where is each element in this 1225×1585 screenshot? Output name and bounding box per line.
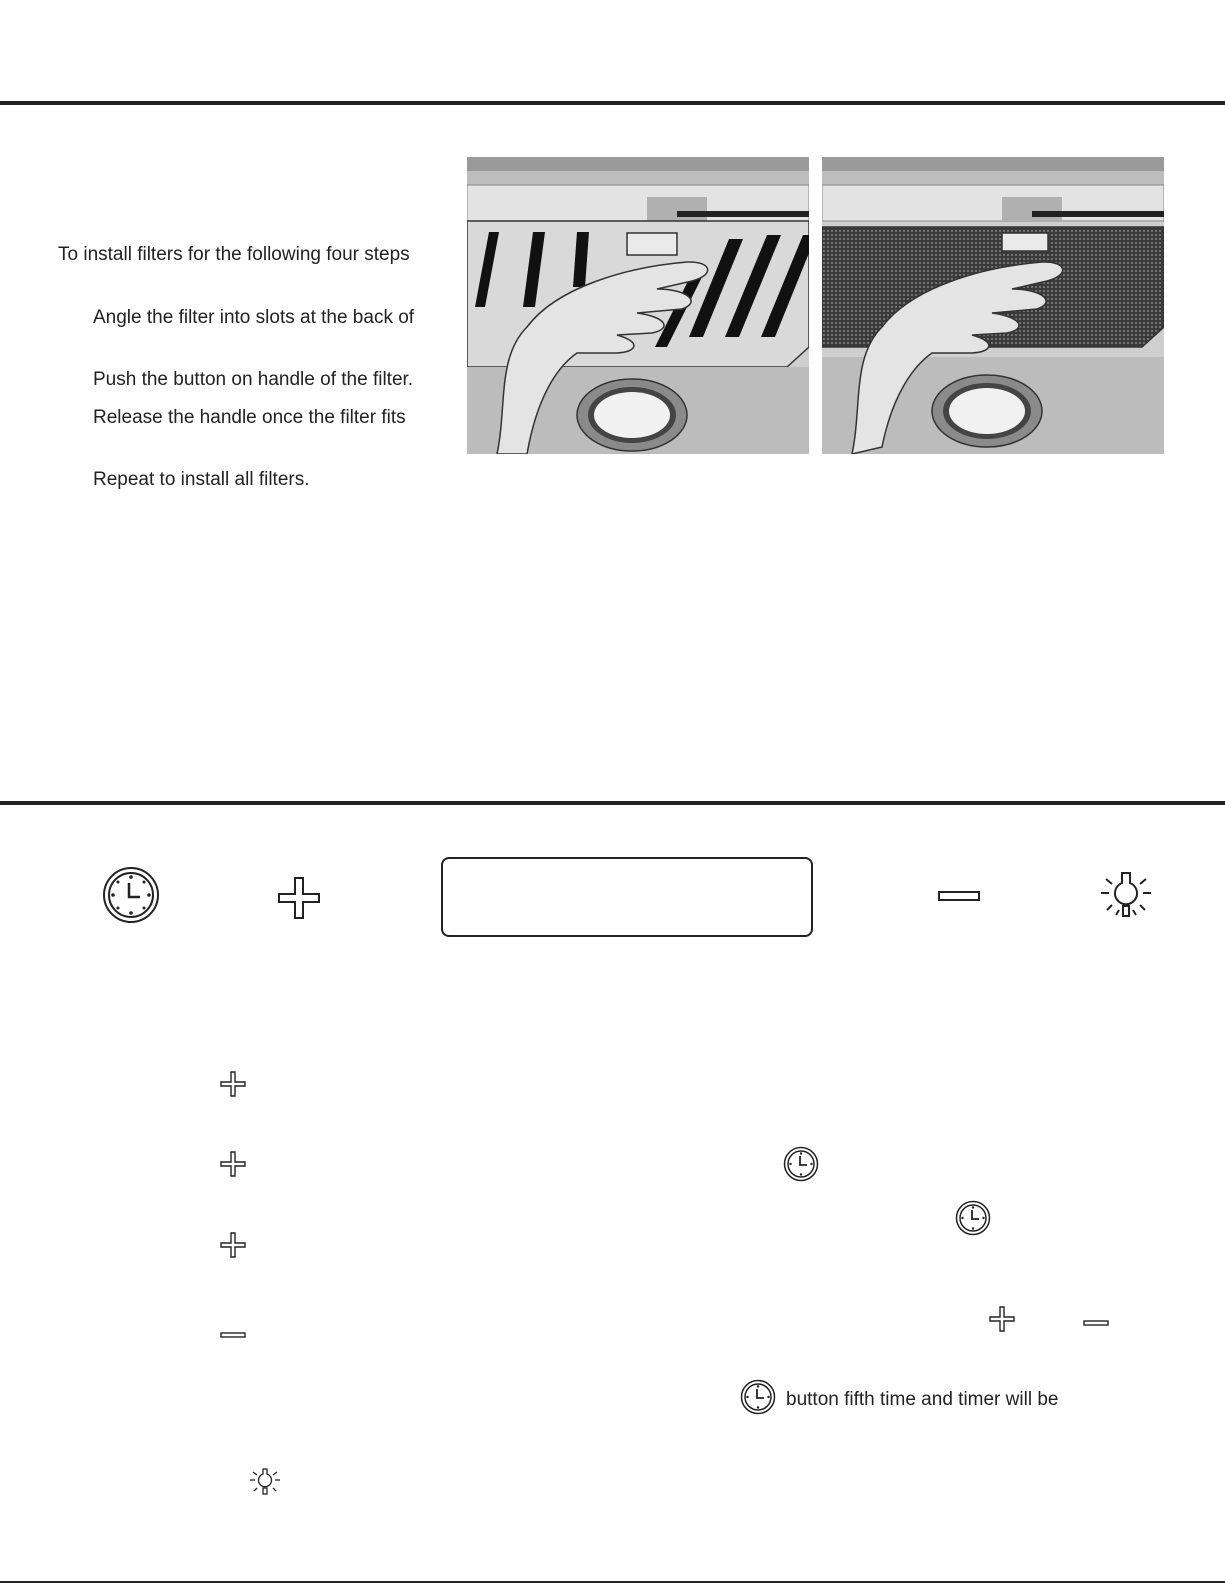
light-icon[interactable] bbox=[1099, 869, 1153, 923]
baffle-filter-install-illustration bbox=[467, 157, 809, 454]
install-step-2: Push the button on handle of the filter. bbox=[93, 369, 414, 390]
small-clock-icon bbox=[955, 1200, 991, 1236]
minus-icon[interactable] bbox=[937, 889, 981, 903]
install-step-3: Release the handle once the filter fits bbox=[93, 407, 406, 428]
small-plus-icon bbox=[220, 1232, 246, 1258]
display-panel bbox=[441, 857, 813, 937]
small-minus-icon bbox=[1083, 1314, 1109, 1322]
small-plus-icon bbox=[220, 1071, 246, 1097]
small-clock-icon bbox=[740, 1379, 776, 1415]
timer-note: button fifth time and timer will be bbox=[786, 1389, 1059, 1410]
small-clock-icon bbox=[783, 1146, 819, 1182]
top-rule bbox=[0, 101, 1225, 105]
small-plus-icon bbox=[989, 1306, 1015, 1332]
clock-icon[interactable] bbox=[102, 866, 160, 924]
plus-icon[interactable] bbox=[277, 876, 321, 920]
install-step-1: Angle the filter into slots at the back of bbox=[93, 307, 415, 328]
install-intro: To install filters for the following four steps bbox=[58, 244, 410, 265]
install-step-4: Repeat to install all filters. bbox=[93, 469, 310, 490]
mesh-filter-install-illustration bbox=[822, 157, 1164, 454]
bottom-rule bbox=[0, 1581, 1225, 1583]
small-minus-icon bbox=[220, 1326, 246, 1334]
small-light-icon bbox=[249, 1466, 281, 1498]
small-plus-icon bbox=[220, 1151, 246, 1177]
middle-rule bbox=[0, 801, 1225, 805]
